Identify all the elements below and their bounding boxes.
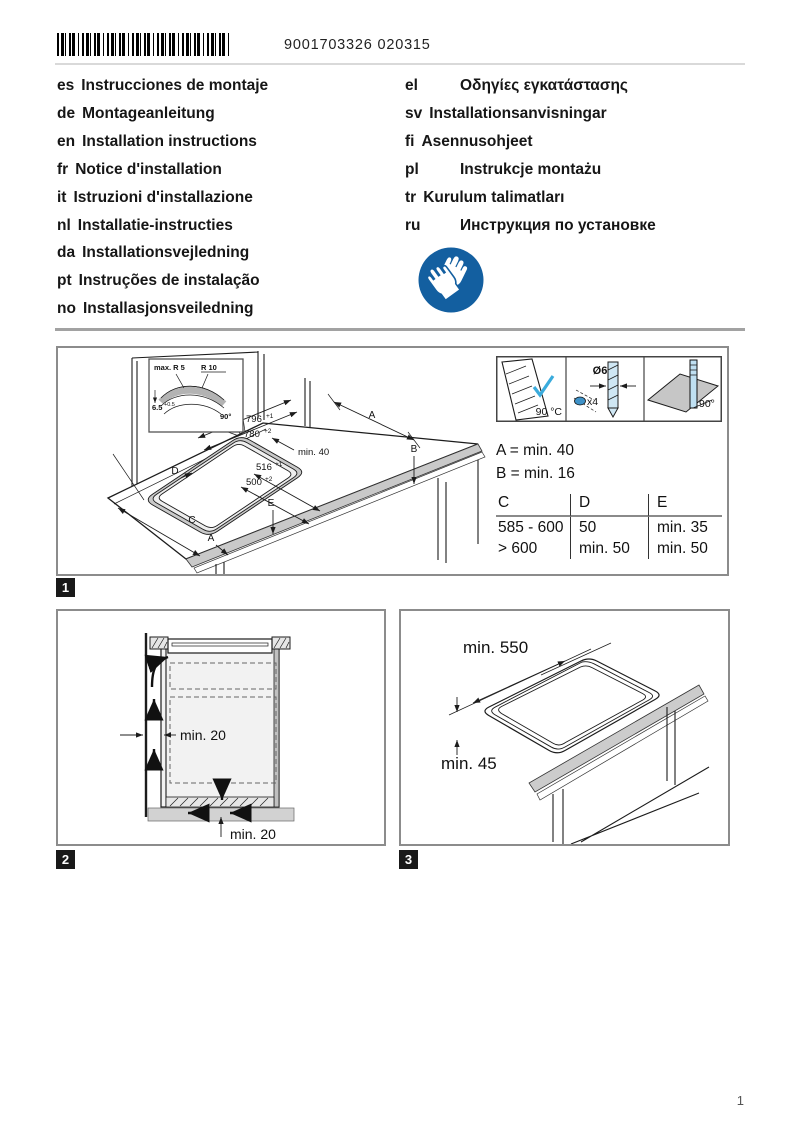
language-row (57, 239, 268, 267)
letter-a-bottom: A (207, 533, 215, 544)
dim-left: min. 45 (441, 754, 497, 773)
table-cell: min. 50 (570, 538, 648, 559)
language-code: no (57, 300, 76, 318)
drill-diameter-label: Ø6 (592, 365, 608, 377)
inset-thickness-tolerance: +0.5 (164, 402, 175, 408)
language-code: de (57, 104, 76, 122)
language-code: da (57, 244, 76, 262)
figure-2 (56, 609, 386, 846)
language-row (57, 295, 268, 323)
dim-796-tolerance: +1 (266, 413, 274, 420)
figure-1 (56, 346, 729, 576)
barcode-number: 9001703326 020315 (284, 37, 431, 53)
figure-1-number: 1 (56, 578, 75, 597)
note-a: A = min. 40 (496, 442, 574, 459)
language-code: nl (57, 216, 71, 234)
table-cell: 585 - 600 (498, 519, 564, 536)
figure-1-side-panel (496, 356, 724, 559)
dim-500-tolerance: +2 (265, 476, 273, 483)
figure-3-number: 3 (399, 850, 418, 869)
language-title: Installationsvejledning (82, 244, 250, 262)
language-title: Οδηγίες εγκατάστασης (460, 77, 628, 94)
table-cell: min. 50 (648, 538, 722, 559)
letter-c: C (188, 515, 196, 526)
language-title: Installatie-instructies (77, 216, 233, 234)
inset-angle-label: 90° (220, 412, 232, 421)
figure-2-drawing (58, 611, 384, 844)
language-title: Montageanleitung (82, 104, 215, 122)
language-title: Instrucciones de montaje (81, 77, 269, 94)
language-code: pl (405, 160, 419, 178)
language-title: Installation instructions (82, 132, 257, 150)
drill-angle-label: 90° (699, 398, 715, 410)
language-code: es (57, 77, 75, 94)
col-header-e: E (648, 494, 722, 517)
language-row (405, 184, 656, 212)
language-list-right (405, 72, 656, 239)
language-row (57, 100, 268, 128)
hole-count-label: x4 (587, 396, 599, 408)
figure-1-drawing (58, 348, 494, 574)
language-row (57, 156, 268, 184)
figure-2-number: 2 (56, 850, 75, 869)
table-cell: min. 35 (648, 517, 722, 538)
inset-thickness-label: 6.5 (152, 403, 163, 412)
language-code: el (405, 77, 418, 94)
language-row (405, 100, 656, 128)
language-title: Installationsanvisningar (429, 104, 607, 122)
language-code: fr (57, 160, 69, 178)
language-code: pt (57, 272, 72, 290)
dim-side: min. 20 (180, 727, 226, 743)
letter-a-top: A (368, 410, 376, 421)
dim-780: 780 (244, 429, 260, 440)
language-row (57, 184, 268, 212)
language-list-left (57, 72, 268, 323)
letter-b: B (410, 444, 418, 455)
table-cell: > 600 (498, 540, 538, 557)
dimension-notes (496, 439, 724, 485)
language-row (57, 267, 268, 295)
page-number: 1 (736, 1093, 744, 1108)
inset-r10-label: R 10 (201, 363, 217, 372)
language-code: tr (405, 188, 417, 206)
temp-label: 90 °C (535, 406, 562, 418)
language-title: Kurulum talimatları (423, 188, 565, 206)
letter-d: D (171, 466, 179, 477)
language-title: Notice d'installation (75, 160, 222, 178)
section-divider (55, 328, 745, 331)
dim-top: min. 550 (463, 638, 529, 657)
language-title: Инструкция по установке (460, 216, 656, 234)
dim-516-tolerance: +1 (275, 461, 283, 468)
language-title: Asennusohjeet (421, 132, 533, 150)
top-divider (55, 63, 745, 65)
language-row (405, 156, 656, 184)
language-row (57, 128, 268, 156)
dim-bottom: min. 20 (230, 826, 276, 842)
language-title: Istruzioni d'installazione (73, 188, 253, 206)
language-row (405, 128, 656, 156)
language-row (405, 72, 656, 100)
col-header-d: D (570, 494, 648, 517)
language-code: fi (405, 132, 415, 150)
note-b: B = min. 16 (496, 465, 575, 482)
figure-3 (399, 609, 730, 846)
dim-500: 500 (246, 477, 262, 488)
table-cell: 50 (570, 517, 648, 538)
language-code: ru (405, 216, 421, 234)
barcode-image (57, 33, 230, 56)
protective-gloves-icon (417, 246, 485, 314)
language-row (57, 212, 268, 240)
language-title: Instruções de instalação (78, 272, 260, 290)
language-code: it (57, 188, 67, 206)
letter-e: E (267, 498, 275, 509)
language-row (57, 72, 268, 100)
inset-max-r-label: max. R 5 (154, 363, 185, 372)
col-header-c: C (496, 494, 570, 517)
figure-3-drawing (401, 611, 728, 844)
language-code: en (57, 132, 76, 150)
dim-516: 516 (256, 462, 272, 473)
dim-796: 796 (246, 414, 262, 425)
spec-table (496, 494, 724, 559)
language-title: Installasjonsveiledning (82, 300, 254, 318)
language-title: Instrukcje montażu (460, 160, 602, 178)
language-code: sv (405, 104, 423, 122)
language-row (405, 212, 656, 240)
dim-780-tolerance: +2 (264, 428, 272, 435)
dim-min-40: min. 40 (298, 447, 330, 458)
icon-strip (496, 356, 722, 422)
